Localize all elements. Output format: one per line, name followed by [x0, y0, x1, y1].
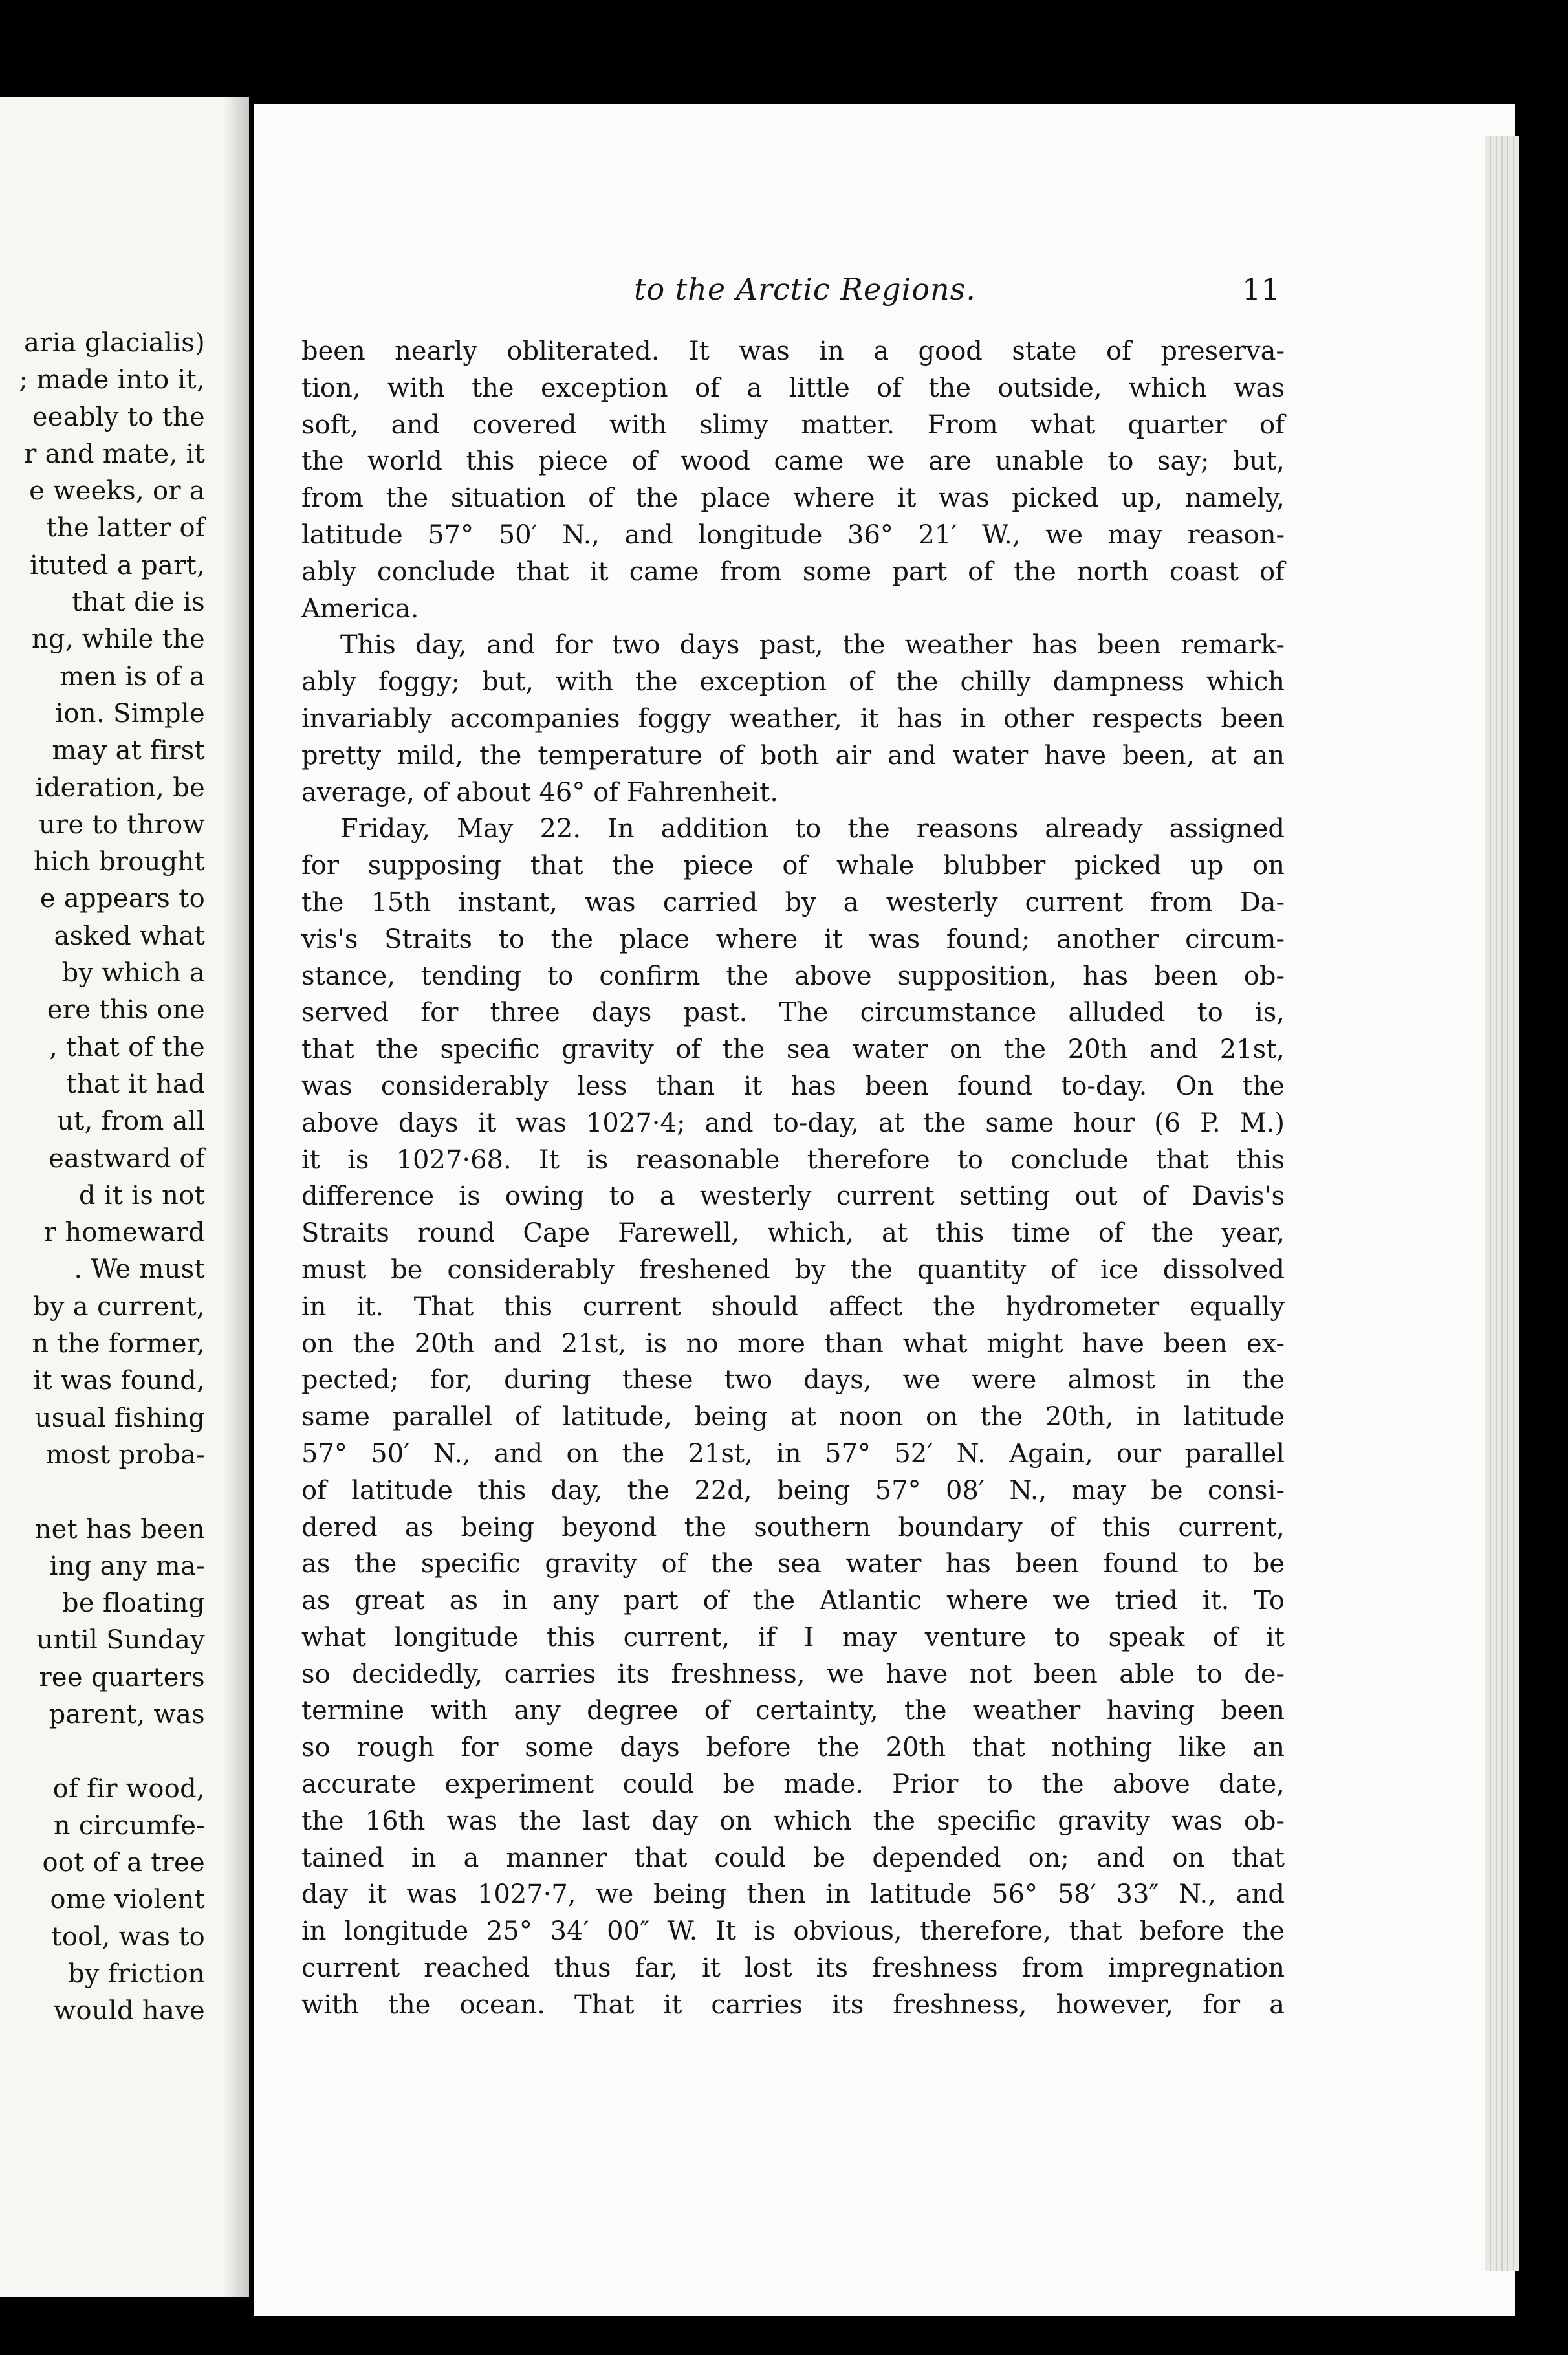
- left-page-line: by which a: [61, 958, 205, 989]
- text-line: served for three days past. The circumstance alluded to is,: [301, 998, 1285, 1028]
- text-line: termine with any degree of certainty, the weather having been: [301, 1696, 1285, 1726]
- text-line: the 16th was the last day on which the specific gravity was ob-: [301, 1806, 1285, 1836]
- left-page-line: may at first: [52, 736, 205, 766]
- text-line: the world this piece of wood came we are unable to say; but,: [301, 446, 1285, 477]
- left-page-line: hich brought: [33, 847, 205, 877]
- text-line: Friday, May 22. In addition to the reasons already assigned: [340, 814, 1285, 844]
- left-page-line: n the former,: [32, 1329, 205, 1359]
- left-page-line: eeably to the: [32, 402, 205, 432]
- text-line: from the situation of the place where it was picked up, namely,: [301, 483, 1285, 514]
- text-line: was considerably less than it has been found to-day. On the: [301, 1071, 1285, 1101]
- left-page-line: ion. Simple: [55, 698, 205, 728]
- left-page-line: ; made into it,: [19, 365, 205, 395]
- text-line: soft, and covered with slimy matter. From what quarter of: [301, 410, 1285, 440]
- text-line: same parallel of latitude, being at noon on the 20th, in latitude: [301, 1402, 1285, 1432]
- left-page-line: . We must: [74, 1254, 205, 1285]
- text-line: so rough for some days before the 20th that nothing like an: [301, 1733, 1285, 1763]
- left-page-line: , that of the: [49, 1032, 205, 1062]
- left-page-line: eastward of: [49, 1143, 205, 1174]
- text-line: dered as being beyond the southern boundary of this current,: [301, 1512, 1285, 1542]
- left-page-text: [0, 325, 205, 2030]
- left-page-line: it was found,: [33, 1366, 205, 1396]
- text-line: it is 1027·68. It is reasonable therefore to conclude that this: [301, 1145, 1285, 1175]
- left-page-line: net has been: [34, 1514, 205, 1544]
- text-line: as the specific gravity of the sea water has been found to be: [301, 1549, 1285, 1579]
- left-page-line: ere this one: [47, 995, 205, 1025]
- page-number: 11: [1242, 272, 1280, 307]
- text-line: with the ocean. That it carries its freshness, however, for a: [301, 1989, 1285, 2020]
- left-page-line: n circumfe-: [53, 1810, 205, 1841]
- page-edges: [1485, 136, 1519, 2271]
- text-line: above days it was 1027·4; and to-day, at the same hour (6 P. M.): [301, 1108, 1285, 1138]
- left-page-line: would have: [53, 1996, 205, 2026]
- text-line: stance, tending to confirm the above supposition, has been ob-: [301, 961, 1285, 991]
- text-line: America.: [301, 593, 419, 624]
- left-page-line: the latter of: [46, 513, 205, 543]
- left-page-blank-line: [0, 1474, 205, 1511]
- left-page-line: usual fishing: [34, 1403, 205, 1433]
- left-page-line: tool, was to: [51, 1922, 205, 1952]
- left-page-line: ut, from all: [57, 1106, 205, 1137]
- left-page-line: of fir wood,: [52, 1773, 205, 1804]
- running-head: to the Arctic Regions.: [634, 272, 976, 307]
- text-line: invariably accompanies foggy weather, it has in other respects been: [301, 703, 1285, 734]
- text-line: ably conclude that it came from some part of the north coast of: [301, 556, 1285, 587]
- text-line: ably foggy; but, with the exception of the chilly dampness which: [301, 667, 1285, 697]
- left-page-line: asked what: [54, 921, 205, 951]
- left-page-line: ing any ma-: [49, 1551, 205, 1581]
- left-page-line: most proba-: [45, 1440, 205, 1470]
- left-page-line: ituted a part,: [30, 550, 205, 580]
- text-line: of latitude this day, the 22d, being 57° 08′ N., may be consi-: [301, 1475, 1285, 1506]
- text-line: average, of about 46° of Fahrenheit.: [301, 777, 778, 807]
- text-line: that the specific gravity of the sea water on the 20th and 21st,: [301, 1035, 1285, 1065]
- text-line: so decidedly, carries its freshness, we have not been able to de-: [301, 1659, 1285, 1689]
- left-page-line: e appears to: [39, 884, 205, 914]
- left-page-line: e weeks, or a: [29, 476, 205, 507]
- text-line: This day, and for two days past, the weather has been remark-: [340, 630, 1285, 661]
- text-line: pected; for, during these two days, we were almost in the: [301, 1365, 1285, 1396]
- text-line: must be considerably freshened by the quantity of ice dissolved: [301, 1254, 1285, 1285]
- text-line: accurate experiment could be made. Prior to the above date,: [301, 1769, 1285, 1800]
- left-page-line: ng, while the: [31, 624, 205, 655]
- text-line: on the 20th and 21st, is no more than what might have been ex-: [301, 1328, 1285, 1359]
- left-page-line: be floating: [61, 1588, 205, 1619]
- text-line: what longitude this current, if I may venture to speak of it: [301, 1622, 1285, 1652]
- text-line: day it was 1027·7, we being then in latitude 56° 58′ 33″ N., and: [301, 1879, 1285, 1910]
- text-line: latitude 57° 50′ N., and longitude 36° 21′ W., we may reason-: [301, 520, 1285, 550]
- text-line: in longitude 25° 34′ 00″ W. It is obvious, therefore, that before the: [301, 1916, 1285, 1947]
- text-line: 57° 50′ N., and on the 21st, in 57° 52′ N. Again, our parallel: [301, 1438, 1285, 1469]
- text-line: as great as in any part of the Atlantic where we tried it. To: [301, 1586, 1285, 1616]
- left-page-line: until Sunday: [36, 1625, 205, 1656]
- text-line: been nearly obliterated. It was in a good state of preserva-: [301, 336, 1285, 366]
- left-page-line: that die is: [72, 587, 205, 618]
- left-page-fragment: [0, 97, 249, 2297]
- left-page-line: d it is not: [78, 1180, 205, 1210]
- left-page-line: ideration, be: [35, 772, 205, 803]
- text-line: tained in a manner that could be depended on; and on that: [301, 1843, 1285, 1873]
- text-line: vis's Straits to the place where it was found; another circum-: [301, 924, 1285, 954]
- left-page-line: oot of a tree: [42, 1848, 205, 1878]
- text-line: Straits round Cape Farewell, which, at this time of the year,: [301, 1218, 1285, 1249]
- text-line: current reached thus far, it lost its freshness from impregnation: [301, 1953, 1285, 1984]
- text-line: for supposing that the piece of whale blubber picked up on: [301, 851, 1285, 881]
- left-page-line: by a current,: [32, 1291, 205, 1322]
- left-page-line: parent, was: [49, 1699, 205, 1729]
- text-line: tion, with the exception of a little of the outside, which was: [301, 373, 1285, 403]
- left-page-line: ure to throw: [38, 809, 205, 840]
- left-page-line: by friction: [67, 1959, 205, 1989]
- left-page-line: r homeward: [43, 1218, 205, 1248]
- left-page-line: that it had: [66, 1069, 205, 1099]
- body-text: [301, 333, 1285, 2024]
- text-line: the 15th instant, was carried by a westerly current from Da-: [301, 887, 1285, 917]
- text-line: pretty mild, the temperature of both air and water have been, at an: [301, 740, 1285, 771]
- left-page-blank-line: [0, 1733, 205, 1770]
- text-line: in it. That this current should affect the hydrometer equally: [301, 1291, 1285, 1322]
- left-page-line: ree quarters: [39, 1662, 205, 1692]
- text-line: difference is owing to a westerly current setting out of Davis's: [301, 1181, 1285, 1212]
- left-page-line: ome violent: [50, 1885, 205, 1915]
- left-page-line: r and mate, it: [24, 439, 205, 469]
- left-page-line: aria glacialis): [24, 328, 205, 358]
- left-page-line: men is of a: [60, 661, 205, 692]
